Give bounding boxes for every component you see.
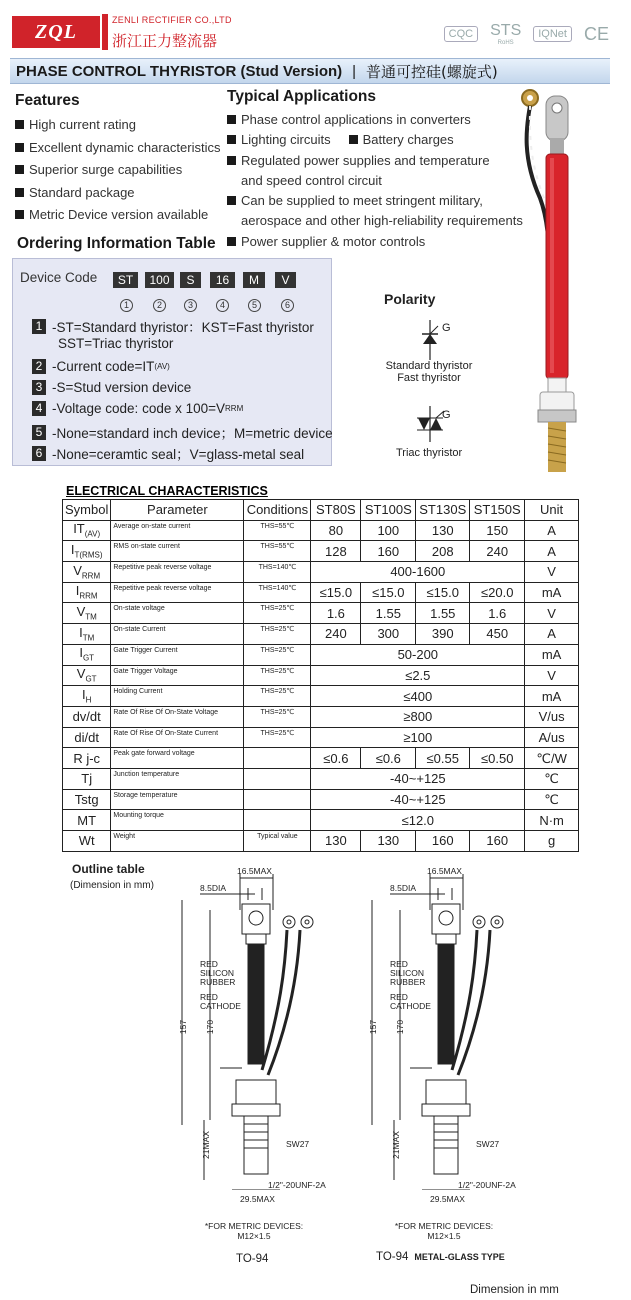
- product-photo: [500, 88, 610, 488]
- cell-parameter: Storage temperature: [111, 789, 244, 810]
- cell-value: ≤0.55: [416, 748, 470, 769]
- cell-unit: V/us: [525, 706, 579, 727]
- cell-symbol: Wt: [63, 831, 111, 852]
- outline-drawing-left: [170, 860, 350, 1190]
- caption-to94-glass: TO-94 METAL-GLASS TYPE: [376, 1251, 505, 1263]
- code-seal: V: [275, 272, 296, 288]
- page-title-cn: 普通可控硅(螺旋式): [366, 62, 498, 81]
- cell-value-span: 50-200: [311, 644, 525, 665]
- features-list: [15, 114, 220, 227]
- certification-logos: [444, 22, 609, 46]
- cell-symbol: Tj: [63, 768, 111, 789]
- circled-number: 6: [281, 299, 294, 312]
- cell-condition: THS=25℃: [244, 706, 311, 727]
- dim-29-5max: 29.5MAX: [240, 1194, 275, 1204]
- label-red-cathode: RED CATHODE: [200, 992, 241, 1011]
- cell-condition: THS=25℃: [244, 624, 311, 645]
- application-item: Power supplier & motor controls: [227, 232, 523, 252]
- cell-value: 208: [416, 541, 470, 562]
- cell-value: ≤20.0: [470, 582, 525, 603]
- metric-note-left: *FOR METRIC DEVICES: M12×1.5: [204, 1221, 304, 1241]
- caption-to94: TO-94: [236, 1253, 269, 1265]
- polarity-heading: Polarity: [384, 291, 436, 307]
- table-row: [63, 831, 579, 852]
- outline-title: Outline table: [72, 862, 145, 876]
- table-row: [63, 603, 579, 624]
- application-item-cont: and speed control circuit: [241, 172, 382, 188]
- cell-parameter: On-state voltage: [111, 603, 244, 624]
- electrical-table: [62, 499, 579, 852]
- title-separator: |: [352, 62, 357, 80]
- feature-item: Excellent dynamic characteristics: [15, 137, 220, 160]
- col-st130s: ST130S: [416, 500, 470, 521]
- col-st100s: ST100S: [361, 500, 416, 521]
- cert-cqc: CQC: [444, 26, 478, 42]
- cell-value: 390: [416, 624, 470, 645]
- cell-unit: ℃: [525, 768, 579, 789]
- cell-value-span: -40~+125: [311, 768, 525, 789]
- table-row: [63, 562, 579, 583]
- cell-value-span: -40~+125: [311, 789, 525, 810]
- cell-parameter: Gate Trigger Voltage: [111, 665, 244, 686]
- dim-8-5dia: 8.5DIA: [390, 883, 416, 893]
- ordering-row-1: 1 -ST=Standard thyristor：KST=Fast thyristor: [32, 316, 314, 336]
- cell-unit: V: [525, 665, 579, 686]
- ordering-row-6: 6 -None=ceramtic seal；V=glass-metal seal: [32, 443, 304, 463]
- cell-value: ≤0.6: [361, 748, 416, 769]
- electrical-title: ELECTRICAL CHARACTERISTICS: [66, 484, 268, 498]
- application-item: Lighting circuits Battery charges: [227, 130, 523, 150]
- table-row: [63, 582, 579, 603]
- dim-sw27: SW27: [286, 1139, 310, 1149]
- cell-unit: V: [525, 603, 579, 624]
- code-voltage: 16: [210, 272, 235, 288]
- feature-item: Standard package: [15, 182, 220, 205]
- cell-unit: ℃/W: [525, 748, 579, 769]
- cell-condition: [244, 789, 311, 810]
- cell-value: 160: [361, 541, 416, 562]
- cell-symbol: $I_{TM}$: [63, 624, 111, 645]
- ordering-row-2: 2 -Current code=IT (AV): [32, 359, 170, 374]
- cell-parameter: On-state Current: [111, 624, 244, 645]
- dim-157: 157: [368, 1019, 379, 1035]
- circled-number: 1: [120, 299, 133, 312]
- label-red-silicon-rubber: RED SILICON RUBBER: [200, 959, 236, 987]
- table-row: [63, 768, 579, 789]
- col-st80s: ST80S: [311, 500, 361, 521]
- cell-value: 130: [416, 520, 470, 541]
- cell-value: ≤15.0: [311, 582, 361, 603]
- cell-value: 128: [311, 541, 361, 562]
- cell-unit: V: [525, 562, 579, 583]
- cell-value-span: ≥800: [311, 706, 525, 727]
- col-conditions: Conditions: [244, 500, 311, 521]
- table-row: [63, 810, 579, 831]
- cell-parameter: Mounting torque: [111, 810, 244, 831]
- cell-value: 150: [470, 520, 525, 541]
- ordering-row-3: 3 -S=Stud version device: [32, 380, 191, 395]
- cell-condition: THS=25℃: [244, 665, 311, 686]
- table-row: [63, 665, 579, 686]
- cell-symbol: $I_{GT}$: [63, 644, 111, 665]
- table-row: [63, 706, 579, 727]
- dim-170: 170: [205, 1019, 216, 1035]
- cell-value-span: ≤12.0: [311, 810, 525, 831]
- cell-parameter: Holding Current: [111, 686, 244, 707]
- cell-parameter: Peak gate forward voltage: [111, 748, 244, 769]
- cell-value-span: 400-1600: [311, 562, 525, 583]
- page-title-bar: [10, 58, 610, 84]
- triac-label: Triac thyristor: [396, 447, 463, 459]
- cell-symbol: Tstg: [63, 789, 111, 810]
- cell-parameter: Average on-state current: [111, 520, 244, 541]
- cell-condition: THS=55℃: [244, 520, 311, 541]
- cell-value: 1.55: [361, 603, 416, 624]
- ordering-row-4: 4 -Voltage code: code x 100=V RRM: [32, 401, 243, 416]
- company-logo: ZQL: [12, 16, 100, 48]
- code-stud: S: [180, 272, 201, 288]
- col-parameter: Parameter: [111, 500, 244, 521]
- cell-parameter: Repetitive peak reverse voltage: [111, 582, 244, 603]
- cell-value-span: ≤400: [311, 686, 525, 707]
- cell-condition: THS=25℃: [244, 686, 311, 707]
- cell-condition: THS=140℃: [244, 582, 311, 603]
- cell-unit: A: [525, 624, 579, 645]
- std-thyristor-label: Standard thyristor Fast thyristor: [385, 360, 473, 384]
- cell-parameter: RMS on-state current: [111, 541, 244, 562]
- cell-parameter: Rate Of Rise Of On-State Current: [111, 727, 244, 748]
- cell-parameter: Junction temperature: [111, 768, 244, 789]
- dim-157: 157: [178, 1019, 189, 1035]
- cell-value: ≤15.0: [416, 582, 470, 603]
- dim-21max: 21MAX: [200, 1131, 211, 1159]
- outline-subtitle: (Dimension in mm): [70, 880, 154, 891]
- cell-symbol: MT: [63, 810, 111, 831]
- cell-value: 100: [361, 520, 416, 541]
- cell-value: 160: [416, 831, 470, 852]
- col-unit: Unit: [525, 500, 579, 521]
- applications-heading: Typical Applications: [227, 88, 376, 105]
- cell-symbol: $IT_{(AV)}$: [63, 520, 111, 541]
- thyristor-symbol: [418, 320, 458, 360]
- cell-value: ≤15.0: [361, 582, 416, 603]
- cell-symbol: $I_{T(RMS)}$: [63, 541, 111, 562]
- cell-symbol: $I_H$: [63, 686, 111, 707]
- applications-list: [227, 110, 523, 252]
- dim-sw27: SW27: [476, 1139, 500, 1149]
- cell-parameter: Rate Of Rise Of On-State Voltage: [111, 706, 244, 727]
- code-metric: M: [243, 272, 265, 288]
- circled-number: 4: [216, 299, 229, 312]
- cell-symbol: R j-c: [63, 748, 111, 769]
- ordering-row-1b: SST=Triac thyristor: [58, 336, 174, 351]
- cell-unit: mA: [525, 686, 579, 707]
- cell-condition: [244, 810, 311, 831]
- cell-value: 80: [311, 520, 361, 541]
- dim-29-5max: 29.5MAX: [430, 1194, 465, 1204]
- cell-unit: A: [525, 520, 579, 541]
- label-red-cathode: RED CATHODE: [390, 992, 431, 1011]
- table-row: [63, 748, 579, 769]
- cell-parameter: Weight: [111, 831, 244, 852]
- dim-thread: 1/2"-20UNF-2A: [458, 1180, 516, 1190]
- table-row: [63, 541, 579, 562]
- cell-condition: [244, 768, 311, 789]
- application-item: Phase control applications in converters: [227, 110, 523, 130]
- cell-symbol: di/dt: [63, 727, 111, 748]
- col-st150s: ST150S: [470, 500, 525, 521]
- application-item: Can be supplied to meet stringent military,: [227, 191, 523, 211]
- col-symbol: Symbol: [63, 500, 111, 521]
- application-item: Regulated power supplies and temperature: [227, 151, 523, 171]
- cell-unit: N·m: [525, 810, 579, 831]
- page-title: PHASE CONTROL THYRISTOR (Stud Version): [16, 62, 343, 80]
- cell-condition: THS=25℃: [244, 603, 311, 624]
- cell-value: ≤0.50: [470, 748, 525, 769]
- cell-condition: THS=140℃: [244, 562, 311, 583]
- cert-iqnet: IQNet: [533, 26, 572, 42]
- dim-16-5max: 16.5MAX: [427, 866, 462, 876]
- cell-unit: A: [525, 541, 579, 562]
- cell-symbol: $V_{TM}$: [63, 603, 111, 624]
- gate-label: G: [442, 409, 451, 421]
- cell-value: 1.6: [470, 603, 525, 624]
- table-row: [63, 520, 579, 541]
- cell-condition: Typical value: [244, 831, 311, 852]
- cell-value: 240: [470, 541, 525, 562]
- cell-symbol: $V_{GT}$: [63, 665, 111, 686]
- code-st: ST: [113, 272, 138, 288]
- feature-item: High current rating: [15, 114, 220, 137]
- cell-value: ≤0.6: [311, 748, 361, 769]
- dim-170: 170: [395, 1019, 406, 1035]
- circled-number: 3: [184, 299, 197, 312]
- cell-value: 450: [470, 624, 525, 645]
- cell-unit: ℃: [525, 789, 579, 810]
- cell-value: 130: [311, 831, 361, 852]
- gate-label: G: [442, 322, 451, 334]
- cell-condition: THS=25℃: [244, 644, 311, 665]
- cell-value-span: ≤2.5: [311, 665, 525, 686]
- cell-parameter: Repetitive peak reverse voltage: [111, 562, 244, 583]
- cell-unit: mA: [525, 582, 579, 603]
- table-row: [63, 686, 579, 707]
- table-row: [63, 727, 579, 748]
- circled-number: 2: [153, 299, 166, 312]
- cell-condition: THS=25℃: [244, 727, 311, 748]
- cell-value: 130: [361, 831, 416, 852]
- cell-unit: g: [525, 831, 579, 852]
- cell-value: 1.55: [416, 603, 470, 624]
- table-header-row: [63, 500, 579, 521]
- application-item-cont: aerospace and other high-reliability requirements: [241, 213, 523, 229]
- features-heading: Features: [15, 92, 80, 109]
- feature-item: Superior surge capabilities: [15, 159, 220, 182]
- dimension-footer: Dimension in mm: [470, 1284, 559, 1296]
- company-name-en: ZENLI RECTIFIER CO.,LTD: [112, 15, 232, 25]
- table-row: [63, 644, 579, 665]
- ordering-heading: Ordering Information Table: [17, 235, 216, 252]
- cell-value: 160: [470, 831, 525, 852]
- circled-number: 5: [248, 299, 261, 312]
- cell-parameter: Gate Trigger Current: [111, 644, 244, 665]
- dim-21max: 21MAX: [390, 1131, 401, 1159]
- dim-8-5dia: 8.5DIA: [200, 883, 226, 893]
- device-code-label: Device Code: [20, 270, 98, 285]
- cell-value-span: ≥100: [311, 727, 525, 748]
- ordering-row-5: 5 -None=standard inch device；M=metric device: [32, 422, 333, 442]
- cell-condition: THS=55℃: [244, 541, 311, 562]
- logo-bars: [102, 14, 108, 50]
- table-row: [63, 624, 579, 645]
- cert-sts: STS RoHS: [490, 22, 522, 46]
- cell-value: 300: [361, 624, 416, 645]
- cell-unit: A/us: [525, 727, 579, 748]
- cert-ce: CE: [583, 23, 609, 44]
- cell-symbol: $V_{RRM}$: [63, 562, 111, 583]
- company-name-cn: 浙江正力整流器: [112, 32, 218, 50]
- code-current: 100: [145, 272, 174, 288]
- cell-value: 240: [311, 624, 361, 645]
- cell-unit: mA: [525, 644, 579, 665]
- feature-item: Metric Device version available: [15, 204, 220, 227]
- metric-note-right: *FOR METRIC DEVICES: M12×1.5: [394, 1221, 494, 1241]
- cell-symbol: dv/dt: [63, 706, 111, 727]
- label-red-silicon-rubber: RED SILICON RUBBER: [390, 959, 426, 987]
- cell-symbol: $I_{RRM}$: [63, 582, 111, 603]
- dim-16-5max: 16.5MAX: [237, 866, 272, 876]
- cell-value: 1.6: [311, 603, 361, 624]
- table-row: [63, 789, 579, 810]
- outline-drawing-right: [360, 860, 540, 1190]
- dim-thread: 1/2"-20UNF-2A: [268, 1180, 326, 1190]
- cell-condition: [244, 748, 311, 769]
